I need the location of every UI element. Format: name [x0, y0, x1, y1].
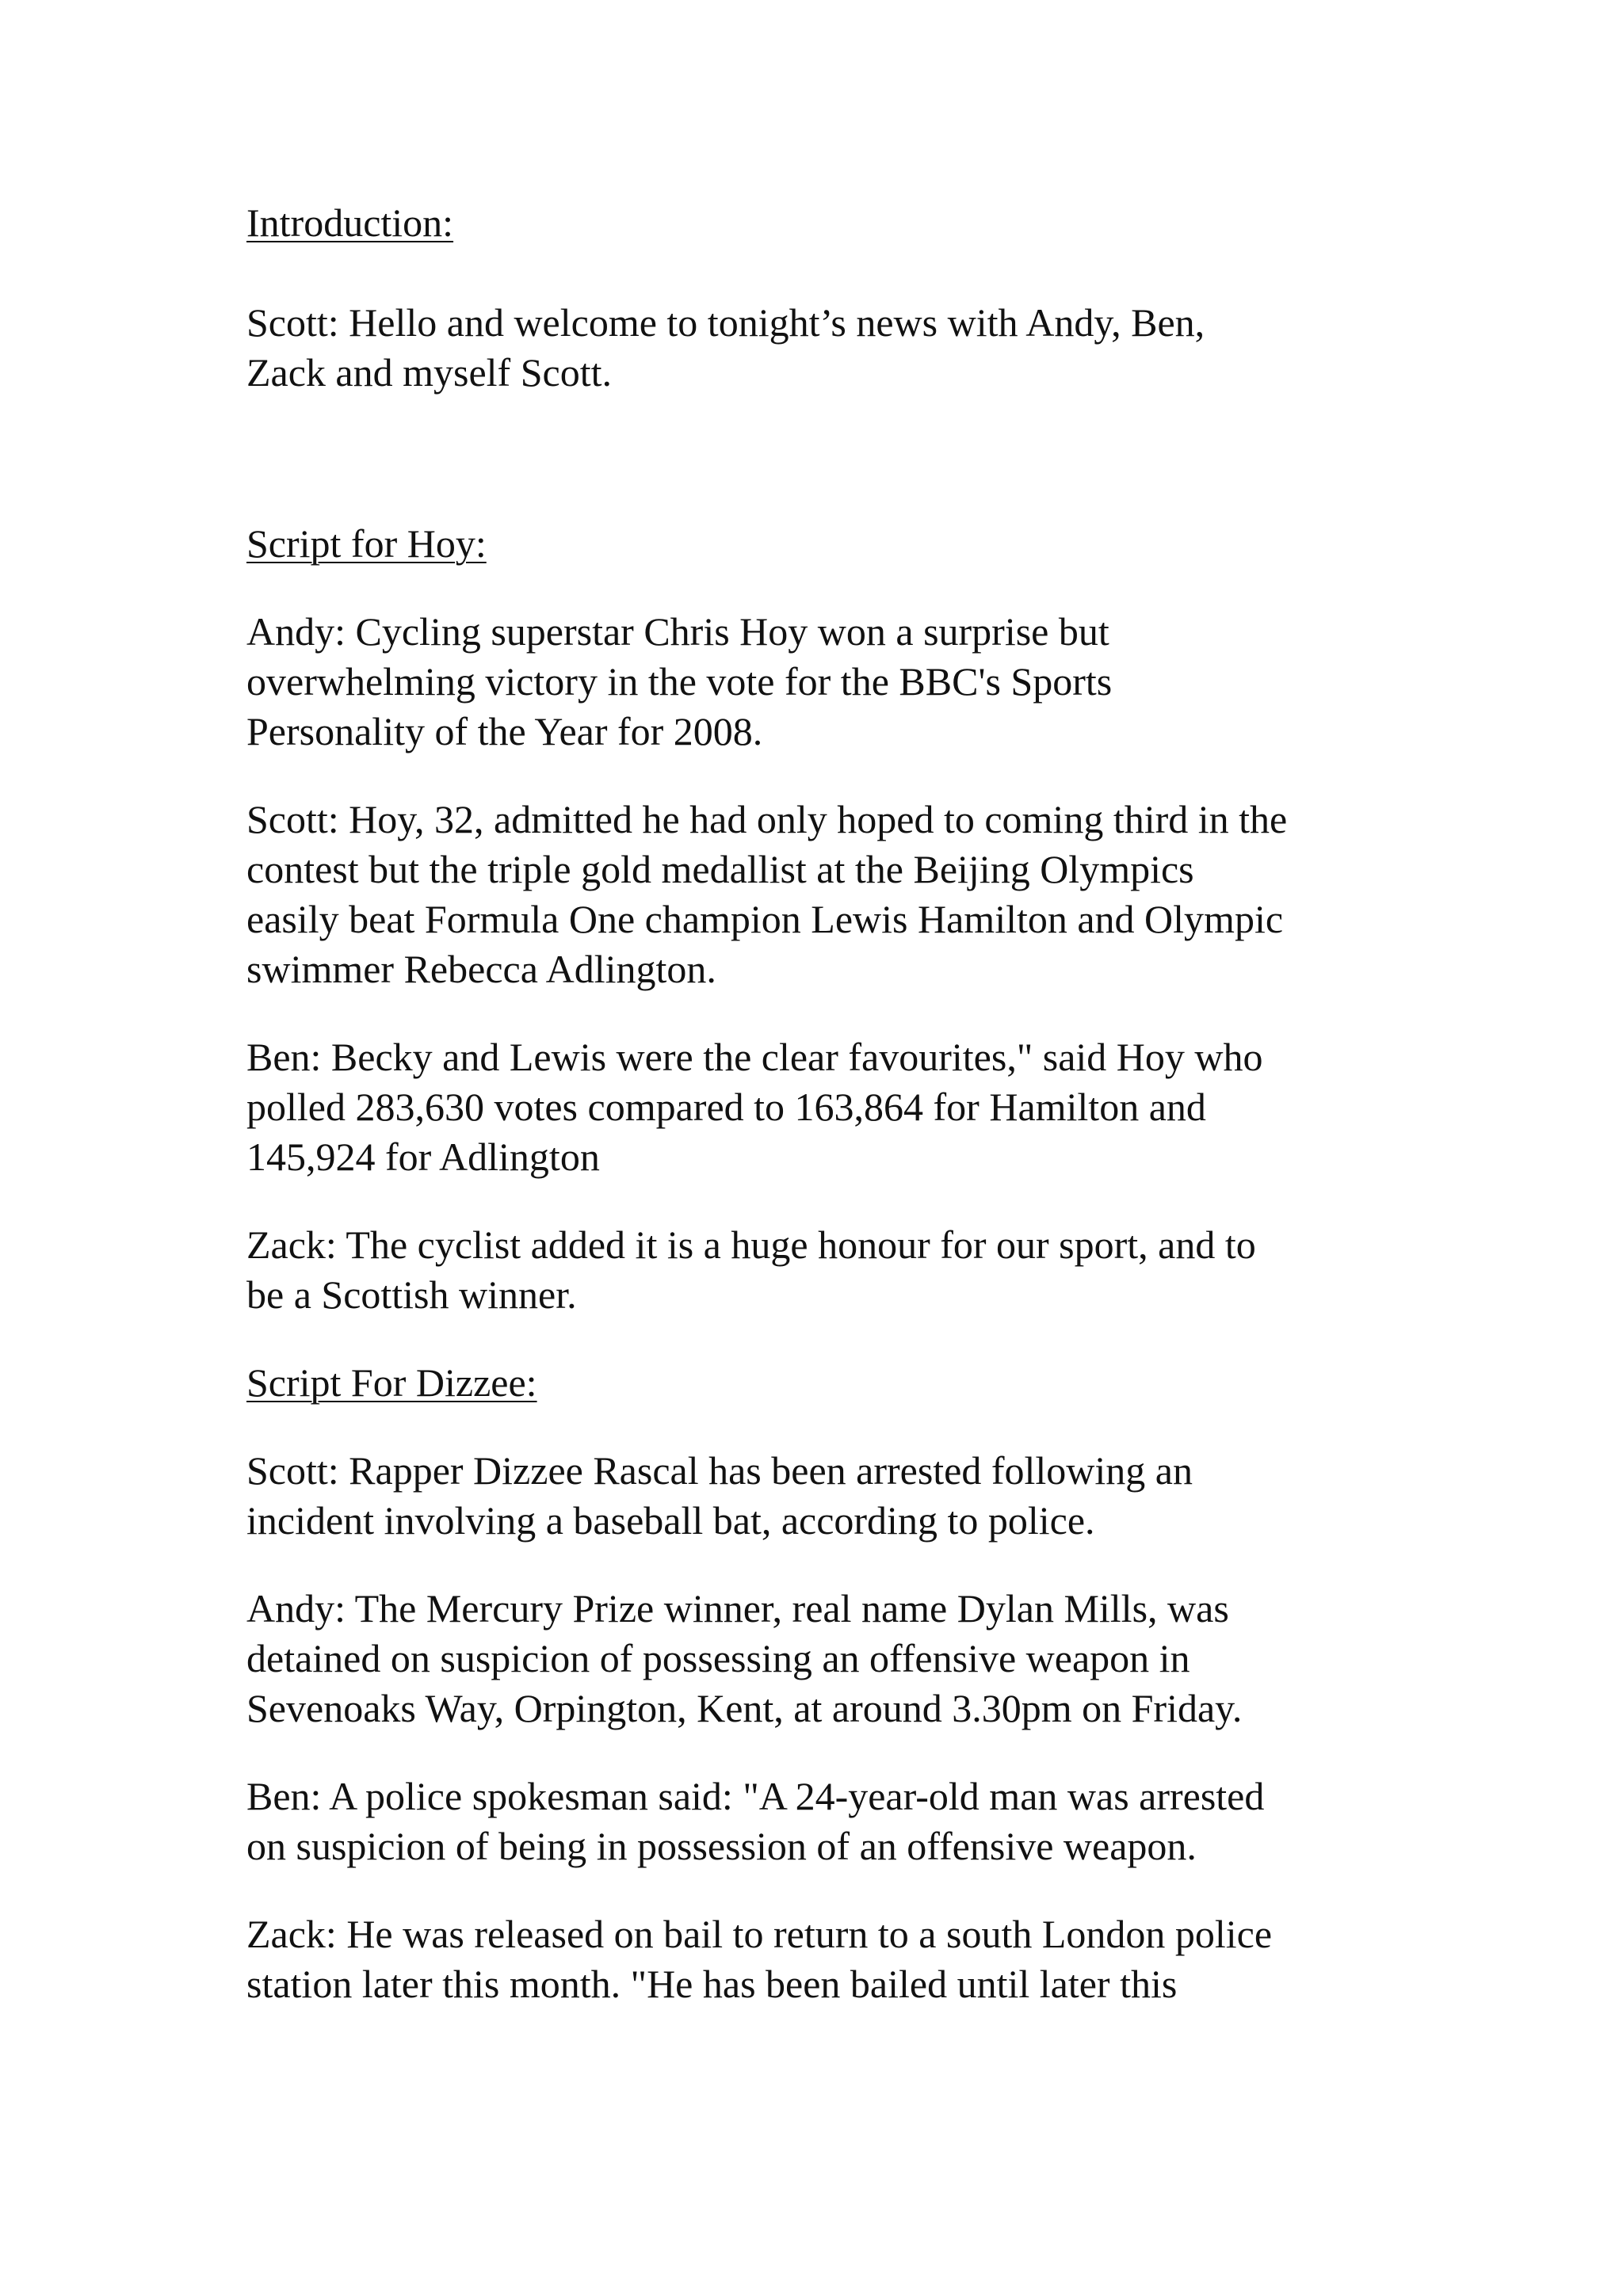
dizzee-heading: Script For Dizzee:	[246, 1360, 537, 1405]
hoy-paragraph-andy	[246, 607, 1419, 757]
dizzee-paragraph-scott	[246, 1446, 1419, 1546]
text-line: incident involving a baseball bat, according to police.	[246, 1498, 1095, 1543]
text-line: Zack and myself Scott.	[246, 350, 612, 395]
text-line: easily beat Formula One champion Lewis Hamilton and Olympic	[246, 897, 1284, 941]
text-line: Andy: The Mercury Prize winner, real name Dylan Mills, was	[246, 1586, 1229, 1630]
text-line: Ben: Becky and Lewis were the clear favourites," said Hoy who	[246, 1035, 1263, 1079]
dizzee-paragraph-andy	[246, 1584, 1419, 1733]
hoy-paragraph-zack	[246, 1220, 1419, 1320]
text-line: Personality of the Year for 2008.	[246, 709, 763, 753]
text-line: Zack: He was released on bail to return to a south London police	[246, 1912, 1273, 1956]
dizzee-paragraph-zack	[246, 1909, 1419, 2009]
dizzee-paragraph-ben	[246, 1772, 1419, 1871]
intro-paragraph	[246, 298, 1419, 398]
text-line: Zack: The cyclist added it is a huge honour for our sport, and to	[246, 1222, 1256, 1267]
text-line: Scott: Hoy, 32, admitted he had only hoped to coming third in the	[246, 797, 1288, 841]
text-line: station later this month. "He has been bailed until later this	[246, 1962, 1178, 2006]
text-line: Scott: Hello and welcome to tonight’s news with Andy, Ben,	[246, 300, 1205, 345]
hoy-paragraph-ben	[246, 1032, 1419, 1182]
text-line: contest but the triple gold medallist at the Beijing Olympics	[246, 847, 1194, 891]
text-line: detained on suspicion of possessing an offensive weapon in	[246, 1636, 1190, 1680]
text-line: on suspicion of being in possession of an offensive weapon.	[246, 1824, 1197, 1868]
text-line: Andy: Cycling superstar Chris Hoy won a surprise but	[246, 609, 1109, 654]
text-line: 145,924 for Adlington	[246, 1135, 600, 1179]
text-line: be a Scottish winner.	[246, 1272, 577, 1317]
hoy-heading: Script for Hoy:	[246, 521, 487, 566]
hoy-paragraph-scott	[246, 795, 1419, 994]
text-line: overwhelming victory in the vote for the BBC's Sports	[246, 659, 1113, 704]
text-line: Sevenoaks Way, Orpington, Kent, at around 3.30pm on Friday.	[246, 1686, 1243, 1730]
text-line: Scott: Rapper Dizzee Rascal has been arrested following an	[246, 1448, 1193, 1493]
text-line: polled 283,630 votes compared to 163,864 for Hamilton and	[246, 1085, 1206, 1129]
text-line: Ben: A police spokesman said: "A 24-year-old man was arrested	[246, 1774, 1265, 1818]
text-line: swimmer Rebecca Adlington.	[246, 947, 716, 991]
document-page	[246, 198, 1419, 2009]
intro-heading: Introduction:	[246, 200, 454, 245]
